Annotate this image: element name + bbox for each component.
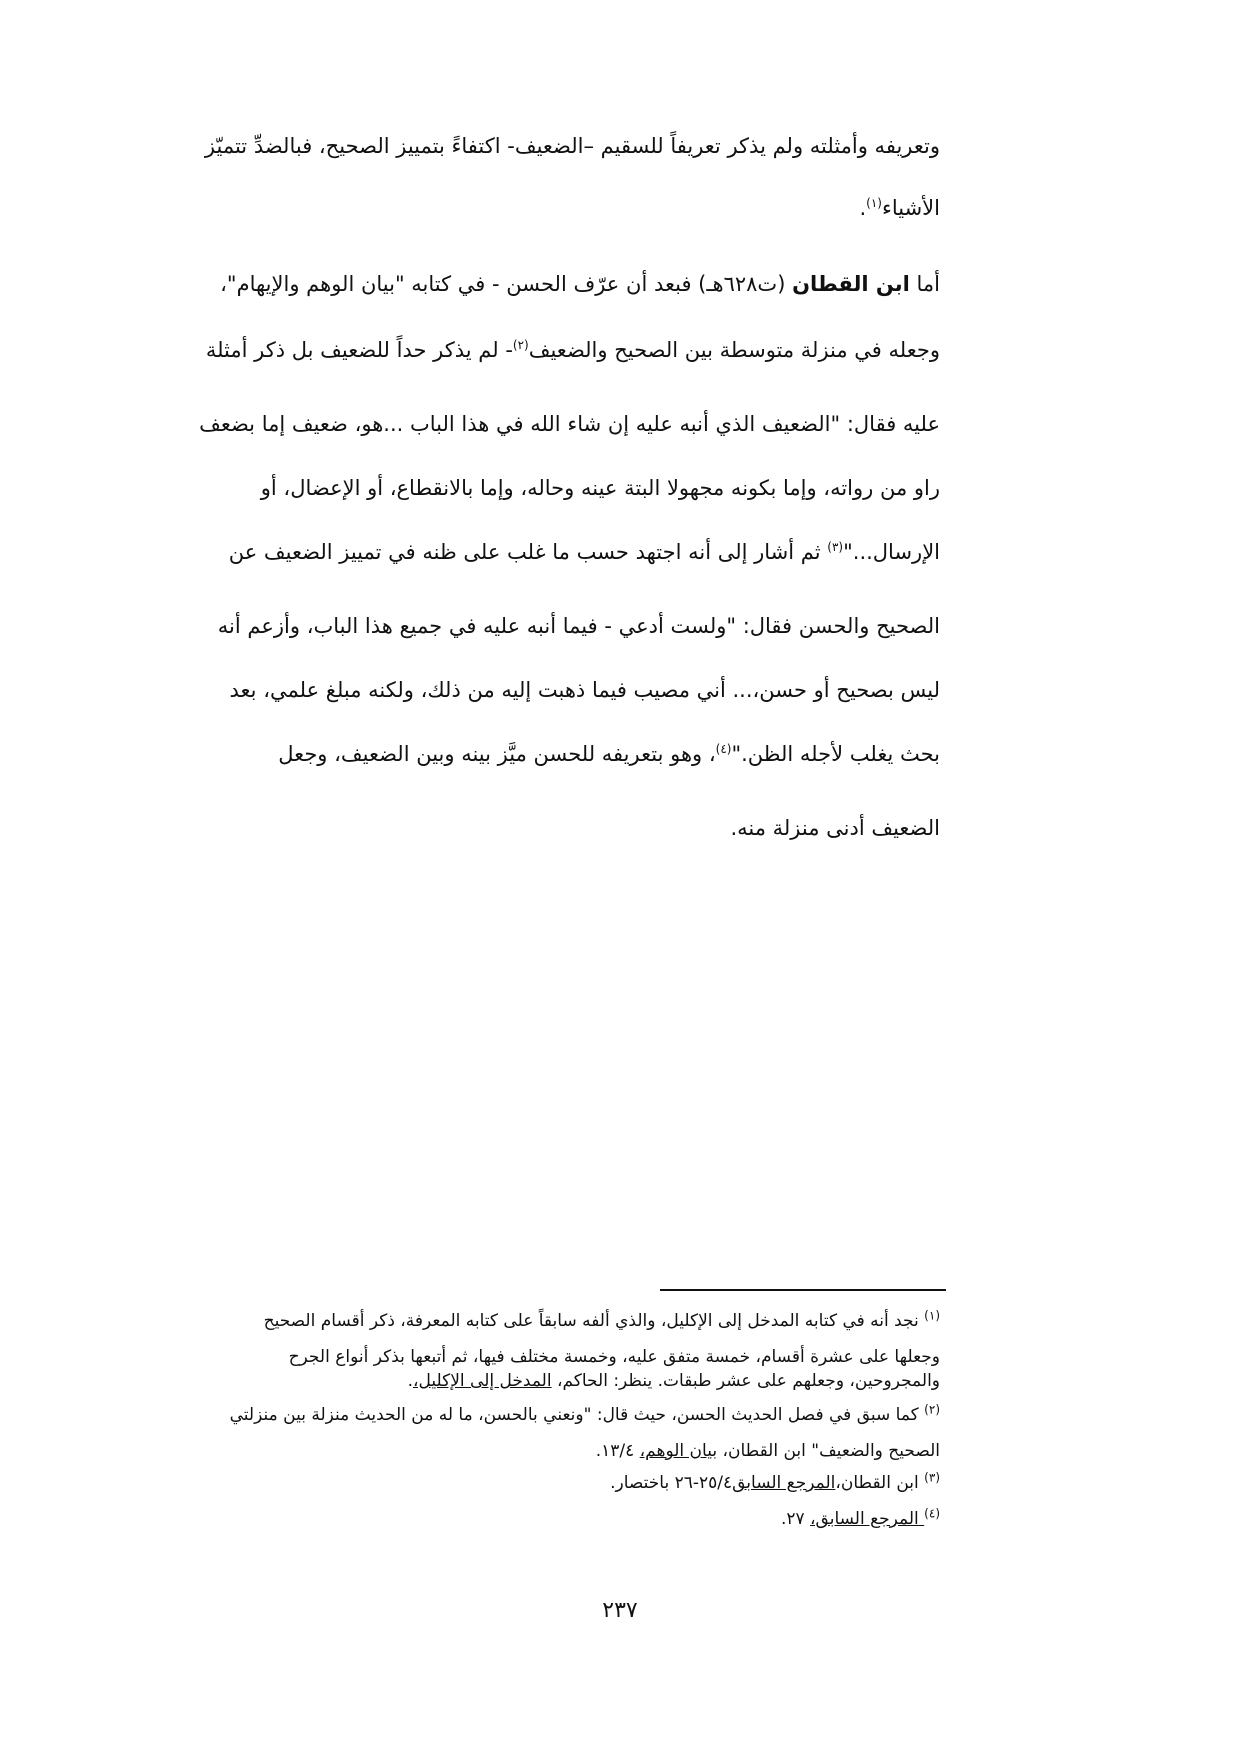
paragraph-2-line-9 [230, 816, 940, 841]
text-run: ، وهو بتعريفه للحسن ميَّز بينه وبين الضعيف، وجعل [278, 742, 716, 766]
footnote-2-line-1 [150, 1402, 940, 1426]
footnote-ref-2[interactable]: (٢) [512, 338, 529, 352]
paragraph-2-line-8 [230, 742, 940, 767]
text-run: . [859, 196, 867, 220]
page-number: ٢٣٧ [602, 1598, 638, 1623]
footnote-text: كما سبق في فصل الحديث الحسن، حيث قال: "ونعني بالحسن، ما له من الحديث منزلة بين منزلتي [229, 1405, 925, 1425]
footnote-text: والمجروحين، وجعلهم على عشر طبقات. ينظر: الحاكم، [551, 1371, 940, 1391]
citation-title: بيان الوهم، [639, 1441, 718, 1461]
footnote-ref-1[interactable]: (١) [866, 196, 882, 210]
author-name-bold: ابن القطان [792, 272, 910, 296]
text-run: ليس بصحيح أو حسن،... أني مصيب فيما ذهبت إليه من ذلك، ولكنه مبلغ علمي، بعد [229, 678, 940, 702]
footnote-ref-4[interactable]: (٤) [715, 742, 732, 756]
paragraph-2-line-3 [199, 412, 940, 437]
citation-title: المرجع السابق، [810, 1509, 925, 1529]
paragraph-1-line-1 [204, 134, 940, 159]
text-run: ثم أشار إلى أنه اجتهد حسب ما غلب على ظنه في تمييز الضعيف عن [228, 540, 828, 564]
paragraph-2-line-1 [220, 272, 940, 297]
paragraph-2-line-4 [230, 476, 940, 501]
footnote-text: . [407, 1371, 413, 1391]
text-run: الإرسال..." [843, 540, 940, 564]
text-run: راو من رواته، وإما بكونه مجهولا البتة عينه وحاله، وإما بالانقطاع، أو الإعضال، أو [260, 476, 940, 500]
text-run: الصحيح والحسن فقال: "ولست أدعي - فيما أنبه عليه في جميع هذا الباب، وأزعم أنه [217, 614, 940, 638]
text-run: وتعريفه وأمثلته ولم يذكر تعريفاً للسقيم –الضعيف- اكتفاءً بتمييز الصحيح، فبالضدِّ تتميّز [204, 134, 940, 158]
footnote-text: ابن القطان، [835, 1473, 925, 1493]
footnote-text: ٢٧. [780, 1509, 811, 1529]
citation-title: المدخل إلى الإكليل، [413, 1371, 552, 1391]
text-run: (ت٦٢٨هـ) فبعد أن عرّف الحسن - في كتابه "بيان الوهم والإيهام"، [220, 272, 793, 296]
text-run: أما [909, 272, 940, 296]
footnote-number: (٢) [924, 1402, 940, 1417]
footnote-2-line-2 [150, 1442, 940, 1462]
paragraph-2-line-6 [217, 614, 940, 639]
footnote-1-line-1 [150, 1308, 940, 1332]
footnote-1-line-2 [150, 1348, 940, 1368]
citation-title: المرجع السابق [732, 1473, 836, 1493]
footnote-3 [150, 1470, 940, 1494]
footnote-text: ١٣/٤. [595, 1441, 640, 1461]
text-run: - لم يذكر حداً للضعيف بل ذكر أمثلة [205, 338, 513, 362]
footnote-4 [150, 1506, 940, 1530]
text-run: بحث يغلب لأجله الظن." [731, 742, 940, 766]
footnote-separator [660, 1289, 946, 1291]
text-run: وجعله في منزلة متوسطة بين الصحيح والضعيف [528, 338, 940, 362]
paragraph-2-line-2 [205, 338, 940, 363]
footnote-text: نجد أنه في كتابه المدخل إلى الإكليل، والذي ألفه سابقاً على كتابه المعرفة، ذكر أقسام الصحيح [263, 1311, 925, 1331]
footnote-1-line-3 [150, 1372, 940, 1392]
paragraph-2-line-7 [230, 678, 940, 703]
text-run: عليه فقال: "الضعيف الذي أنبه عليه إن شاء الله في هذا الباب ...هو، ضعيف إما بضعف [199, 412, 940, 436]
footnote-text: وجعلها على عشرة أقسام، خمسة متفق عليه، وخمسة مختلف فيها، ثم أتبعها بذكر أنواع الجرح [288, 1347, 940, 1367]
text-run: الأشياء [881, 196, 940, 220]
footnote-ref-3[interactable]: (٣) [827, 540, 844, 554]
paragraph-2-line-5 [230, 540, 940, 565]
text-run: الضعيف أدنى منزلة منه. [730, 816, 940, 840]
footnote-number: (٣) [924, 1470, 940, 1485]
footnote-text: ٢٥/٤-٢٦ باختصار. [610, 1473, 733, 1493]
footnote-number: (١) [924, 1308, 940, 1323]
paragraph-1-line-2 [230, 196, 940, 221]
footnote-text: الصحيح والضعيف" ابن القطان، [717, 1441, 940, 1461]
footnote-number: (٤) [924, 1506, 940, 1521]
